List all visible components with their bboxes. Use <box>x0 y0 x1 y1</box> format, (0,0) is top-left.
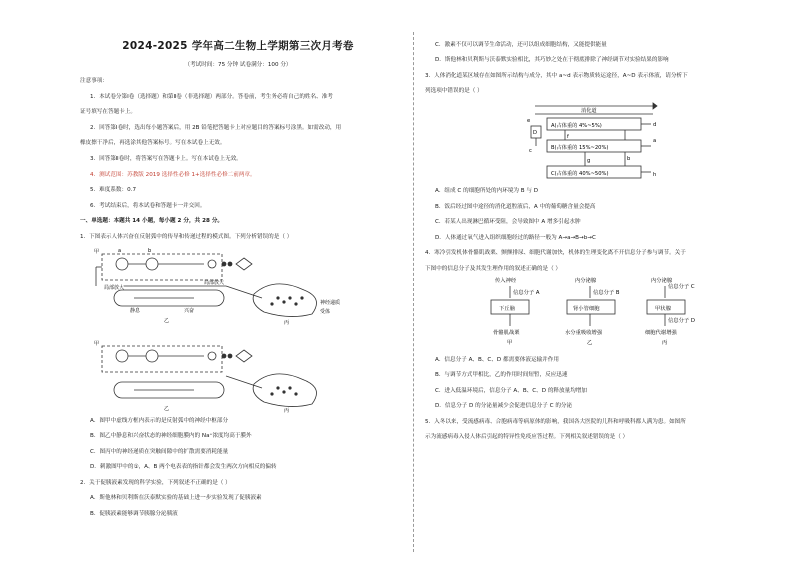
note-line: 6．考试结束后，将本试卷和答题卡一并交回。 <box>90 203 206 209</box>
label-e: e <box>527 118 531 124</box>
q1-option-d: D．刺激图甲中的①，A、B 两个电表表的指针都会发生两次方向相反的偏转 <box>90 464 277 470</box>
label-C: C(占体重的 40%~50%) <box>551 171 609 177</box>
q2-option-d: D．斯他林和贝利斯与沃泰默实验相比，其巧妙之处在于彻底排除了神经调节对实验结果的影响 <box>435 57 669 63</box>
caption-bing: 丙 <box>662 340 668 346</box>
center-box <box>102 254 222 280</box>
label-a: a <box>118 248 122 254</box>
box-kidney-tubule: 肾小管细胞 <box>573 306 600 312</box>
label-B: B(占体重的 15%~20%) <box>551 145 609 151</box>
q2-option-a: A．斯他林和贝利斯在沃泰默实验的基础上进一步实验发现了促胰液素 <box>90 495 262 501</box>
meter-a <box>116 258 128 270</box>
q2-option-b: B．促胰液素能够调节胰腺分泌胰液 <box>90 511 178 517</box>
q1-figure-bottom <box>94 338 364 414</box>
meter-b <box>146 258 158 270</box>
label-molecule-c: 信息分子 C <box>668 284 695 290</box>
note-line: 1．本试卷分第Ⅰ卷（选择题）和第Ⅱ卷（非选择题）两部分。答卷前，考生务必将自己的姓名、准考 <box>90 94 333 100</box>
label-gland-1: 内分泌腺 <box>575 278 597 284</box>
label-local2: 局部放大 <box>204 280 225 286</box>
q1-option-c: C．图丙中的神经递质在突触间隙中的扩散需要消耗能量 <box>90 449 229 455</box>
label-yi: 乙 <box>164 406 170 412</box>
caption-jia: 甲 <box>507 340 513 346</box>
section-heading: 一、单选题：本题共 14 小题，每小题 2 分，共 28 分。 <box>80 218 224 224</box>
label-local1: 局部放大 <box>104 285 125 291</box>
label-molecule-d: 信息分子 D <box>668 318 695 324</box>
q3-option-b: B．饭后经过图中途径的消化道腔液后，A 中的葡萄糖含量会提高 <box>435 204 596 210</box>
q3-option-a: A．组成 C 的细胞所处的内环境为 B 与 D <box>435 188 539 194</box>
note-line: 证号填写在答题卡上。 <box>80 109 136 115</box>
label-A: A(占体重的 4%~5%) <box>551 123 602 129</box>
label-metabolism: 细胞代谢增强 <box>645 330 677 336</box>
legend-receptor: 受体 <box>320 309 331 315</box>
label-b: b <box>148 248 152 254</box>
label-reabsorb: 水分重吸收增强 <box>565 330 603 336</box>
label-neuron1: 静息 <box>130 308 141 314</box>
q4-option-c: C．进入低温环境后，信息分子 A、B、C、D 的释放量均增加 <box>435 388 587 394</box>
notes-heading: 注意事项： <box>80 78 108 84</box>
q3-option-d: D．人体通过氧气进入组织细胞经过的路径一般为 A→a→B→b→C <box>435 235 596 241</box>
label-h: h <box>653 172 657 178</box>
label-a: a <box>653 138 657 144</box>
box-thyroid: 甲状腺 <box>655 306 671 312</box>
q4-stem-2: 下图中的信息分子及其发生理作用的叙述正确的是（ ） <box>425 266 562 272</box>
label-f: f <box>567 134 569 140</box>
label-bing: 丙 <box>284 408 290 414</box>
q3-stem-2: 列选项中错误的是（ ） <box>425 88 483 94</box>
label-neuron2: 兴奋 <box>184 308 195 314</box>
label-yi: 乙 <box>164 318 170 324</box>
label-shiver: 骨骼肌战栗 <box>493 330 520 336</box>
label-c: c <box>529 148 532 154</box>
q4-stem-1: 4．寒冷引发机体骨骼肌战栗、颤颤排尿、细胞代谢加快，机体的生理变化离不开信息分子参与调节。关于 <box>425 250 686 256</box>
q1-stem: 1．下图表示人体兴奋在反射弧中的传导和传递过程的模式图。下列分析错误的是（ ） <box>80 234 293 240</box>
q1-option-a: A．图甲中虚线方框内表示的是反射弧中的神经中枢部分 <box>90 418 229 424</box>
q1-option-b: B．图乙中静息和兴奋状态的神经细胞膜内的 Na⁺浓度均高于膜外 <box>90 433 252 439</box>
q4-figure <box>485 276 715 354</box>
label-gland-2: 内分泌腺 <box>651 278 673 284</box>
note-line: 2．回答第Ⅰ卷时，选出每小题答案后，用 2B 铅笔把答题卡上对应题目的答案标号涂黑。如需改动，用 <box>90 125 342 131</box>
caption-yi: 乙 <box>587 340 593 346</box>
label-b: b <box>627 156 631 162</box>
q3-stem-1: 3．人体消化道某区域存在如图所示结构与成分，其中 a~d 表示物质转运途径，A~D 表示体液，请分析下 <box>425 73 688 79</box>
note-line: 橡皮擦干净后，再选涂其他答案标号。写在本试卷上无效。 <box>80 140 226 146</box>
q4-option-d: D．信息分子 D 的分泌量减少会促进信息分子 C 的分泌 <box>435 403 573 409</box>
label-jia: 甲 <box>94 249 100 255</box>
q5-stem-1: 5．入冬以来，受流感病毒、合胞病毒等病原体的影响，我国各大医院的儿科和呼吸科都人满为患。如图所 <box>425 419 686 425</box>
label-g: g <box>587 158 591 164</box>
label-d: d <box>653 122 657 128</box>
q2-stem: 2．关于促胰液素发现的科学实验，下列叙述不正确的是（ ） <box>80 480 231 486</box>
note-line: 5．难度系数：0.7 <box>90 187 137 193</box>
label-molecule-a: 信息分子 A <box>513 290 540 296</box>
label-afferent-nerve: 传入神经 <box>495 278 517 284</box>
label-bing: 丙 <box>284 320 290 326</box>
exam-subtitle: （考试时间：75 分钟 试卷满分：100 分） <box>184 62 292 68</box>
label-digestive-tract: 消化道 <box>581 108 597 114</box>
label-D: D <box>533 130 537 136</box>
q4-option-a: A．信息分子 A、B、C、D 都需要体液运输并作用 <box>435 357 559 363</box>
label-molecule-b: 信息分子 B <box>593 290 620 296</box>
q3-figure <box>525 98 665 184</box>
q2-option-c: C．激素不仅可以调节生命活动，还可以组成细胞结构，又能提供能量 <box>435 42 607 48</box>
exam-title: 2024-2025 学年高二生物上学期第三次月考卷 <box>122 40 354 52</box>
q5-stem-2: 示为流感病毒入侵人体后引起的特异性免疫应答过程。下列相关叙述错误的是（ ） <box>425 434 629 440</box>
box-hypothalamus: 下丘脑 <box>499 306 515 312</box>
label-jia: 甲 <box>94 341 100 347</box>
legend-transmitter: 神经递质 <box>320 300 341 306</box>
q3-option-c: C．若某人出现淋巴循环受阻，会导致图中 A 增多引起水肿 <box>435 219 581 225</box>
q4-option-b: B．与调节方式甲相比，乙的作用时间短暂，反应迅速 <box>435 372 568 378</box>
note-line-scope: 4．测试范围：苏教版 2019 选择性必修 1+选择性必修二前两章。 <box>90 172 256 178</box>
q1-figure-top <box>94 246 364 326</box>
note-line: 3．回答第Ⅱ卷时，将答案写在答题卡上。写在本试卷上无效。 <box>90 156 242 162</box>
column-divider <box>413 32 414 552</box>
